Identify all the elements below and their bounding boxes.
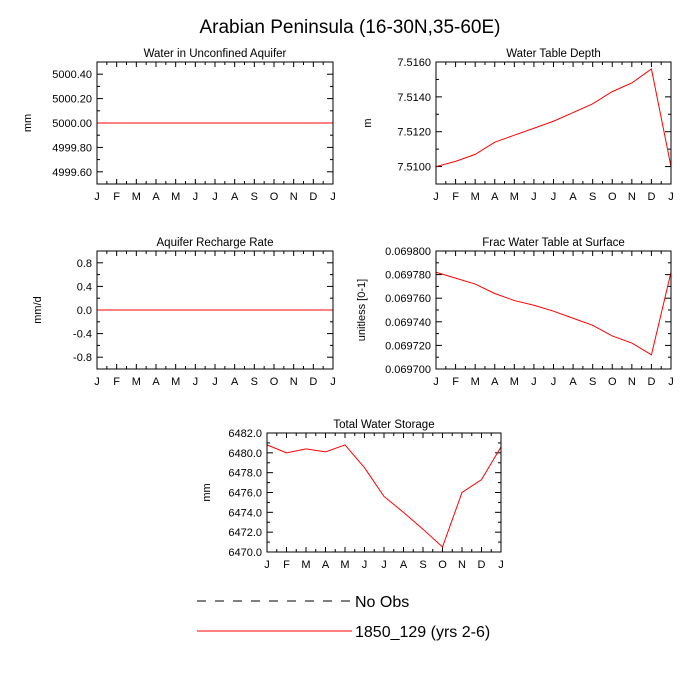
y-tick-label: -0.8 <box>73 352 92 365</box>
y-axis-label: mm/d <box>32 296 44 324</box>
x-tick-label: A <box>491 376 499 388</box>
x-tick-label: M <box>131 376 141 388</box>
x-tick-label: J <box>550 191 557 203</box>
y-tick-label: 4999.60 <box>52 166 92 179</box>
x-tick-label: J <box>381 559 387 571</box>
y-tick-label: 7.5160 <box>397 57 431 69</box>
x-tick-label: A <box>321 559 330 571</box>
panel-title: Frac Water Table at Surface <box>482 237 625 249</box>
y-tick-label: 0.0 <box>76 305 92 317</box>
x-tick-label: N <box>627 376 636 388</box>
x-tick-label: F <box>283 559 290 571</box>
x-tick-label: S <box>419 559 427 571</box>
x-tick-label: N <box>458 559 466 571</box>
x-tick-label: O <box>438 559 447 571</box>
x-tick-label: F <box>113 191 121 203</box>
y-tick-label: 5000.20 <box>52 93 92 106</box>
y-axis-label: mm <box>201 483 213 502</box>
x-tick-label: A <box>152 376 160 388</box>
x-tick-label: J <box>94 376 100 388</box>
x-tick-label: M <box>509 191 519 203</box>
x-tick-label: D <box>647 376 656 388</box>
series-line <box>436 272 671 355</box>
x-tick-label: F <box>452 191 459 203</box>
x-tick-label: J <box>668 376 674 388</box>
x-tick-label: A <box>491 191 499 203</box>
y-tick-label: 5000.40 <box>52 69 92 82</box>
x-tick-label: J <box>212 376 218 388</box>
y-axis-label: mm <box>22 113 34 133</box>
x-tick-label: A <box>152 191 160 203</box>
legend <box>197 594 490 641</box>
x-tick-label: S <box>250 191 259 203</box>
y-tick-label: 6472.0 <box>228 527 262 540</box>
legend-label-no-obs: No Obs <box>355 594 410 611</box>
chart-panel <box>362 48 674 203</box>
x-tick-label: J <box>531 376 537 388</box>
y-tick-label: 4999.80 <box>52 142 92 155</box>
x-tick-label: N <box>627 191 636 203</box>
x-tick-label: J <box>264 559 270 571</box>
legend-item-no-obs <box>197 594 409 611</box>
x-tick-label: D <box>309 191 318 203</box>
y-tick-label: 6476.0 <box>228 487 262 500</box>
series-line <box>436 69 671 167</box>
x-tick-label: J <box>212 191 218 203</box>
x-tick-label: S <box>250 376 259 388</box>
chart-panel <box>32 237 336 388</box>
y-tick-label: 6482.0 <box>228 428 262 440</box>
y-tick-label: 0.069800 <box>385 246 431 258</box>
x-tick-label: O <box>607 376 617 388</box>
legend-item-model <box>197 624 490 641</box>
x-tick-label: O <box>607 191 617 203</box>
y-tick-label: -0.4 <box>73 328 92 341</box>
x-tick-label: A <box>569 191 577 203</box>
x-tick-label: J <box>433 191 439 203</box>
x-tick-label: J <box>498 559 504 571</box>
y-tick-label: 0.069720 <box>385 340 431 353</box>
x-tick-label: J <box>550 376 557 388</box>
panel-title: Water Table Depth <box>506 48 601 60</box>
x-tick-label: D <box>309 376 318 388</box>
chart-panel <box>22 48 336 203</box>
x-tick-label: A <box>399 559 408 571</box>
x-tick-label: F <box>452 376 459 388</box>
x-tick-label: M <box>171 191 181 203</box>
x-tick-label: S <box>588 191 597 203</box>
y-tick-label: 0.8 <box>76 257 92 270</box>
x-tick-label: M <box>509 376 519 388</box>
x-tick-label: M <box>131 191 141 203</box>
y-tick-label: 6470.0 <box>228 547 262 559</box>
x-tick-label: A <box>230 376 239 388</box>
panel-title: Aquifer Recharge Rate <box>156 237 274 249</box>
series-line <box>267 445 501 547</box>
x-tick-label: J <box>192 191 199 203</box>
y-tick-label: 0.4 <box>76 281 92 294</box>
x-tick-label: N <box>289 191 298 203</box>
x-tick-label: J <box>192 376 199 388</box>
panel-title: Total Water Storage <box>333 419 435 431</box>
x-tick-label: A <box>569 376 577 388</box>
y-tick-label: 0.069700 <box>385 364 431 376</box>
x-tick-label: M <box>301 559 311 571</box>
y-tick-label: 7.5100 <box>397 161 431 174</box>
y-tick-label: 5000.00 <box>52 118 92 130</box>
x-tick-label: S <box>588 376 597 388</box>
panels <box>22 48 674 571</box>
y-tick-label: 0.069740 <box>385 316 431 329</box>
plot-frame <box>436 251 671 369</box>
y-tick-label: 7.5120 <box>397 126 431 139</box>
y-tick-label: 6474.0 <box>228 507 262 520</box>
x-tick-label: J <box>330 376 336 388</box>
panel-title: Water in Unconfined Aquifer <box>143 48 287 60</box>
y-tick-label: 0.069780 <box>385 269 431 282</box>
x-tick-label: D <box>647 191 656 203</box>
y-axis-label: m <box>362 118 374 128</box>
y-tick-label: 7.5140 <box>397 91 431 104</box>
plot-frame <box>267 433 501 552</box>
x-tick-label: M <box>340 559 350 571</box>
x-tick-label: J <box>361 559 368 571</box>
x-tick-label: D <box>477 559 486 571</box>
y-tick-label: 0.069760 <box>385 293 431 306</box>
main-title: Arabian Peninsula (16-30N,35-60E) <box>199 17 501 38</box>
x-tick-label: J <box>433 376 439 388</box>
y-tick-label: 6480.0 <box>228 447 262 460</box>
x-tick-label: M <box>470 191 480 203</box>
x-tick-label: O <box>269 191 279 203</box>
chart-panel <box>201 419 504 571</box>
y-axis-label: unitless [0-1] <box>356 278 368 342</box>
chart-panel <box>356 237 674 388</box>
x-tick-label: J <box>330 191 336 203</box>
x-tick-label: M <box>470 376 480 388</box>
x-tick-label: J <box>94 191 100 203</box>
x-tick-label: M <box>171 376 181 388</box>
x-tick-label: O <box>269 376 279 388</box>
legend-label-model: 1850_129 (yrs 2-6) <box>355 624 491 641</box>
x-tick-label: J <box>668 191 674 203</box>
x-tick-label: N <box>289 376 298 388</box>
x-tick-label: J <box>531 191 537 203</box>
y-tick-label: 6478.0 <box>228 467 262 480</box>
x-tick-label: F <box>113 376 121 388</box>
x-tick-label: A <box>230 191 239 203</box>
